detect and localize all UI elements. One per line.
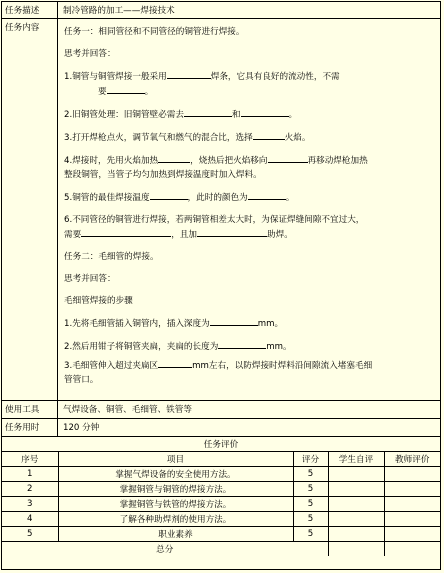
question-1-cont: 要 。 <box>64 84 434 99</box>
eval-header-no: 序号 <box>2 452 58 467</box>
teacher-eval-cell[interactable] <box>384 467 440 482</box>
desc-label: 任务描述 <box>2 2 58 18</box>
content-body <box>58 19 440 400</box>
question-2: 2.旧铜管处理：旧铜管壁必需去 和 。 <box>64 107 434 122</box>
steps-title: 毛细管焊接的步骤 <box>64 296 133 306</box>
tools-row <box>2 401 440 419</box>
content-row <box>2 19 440 401</box>
self-eval-cell[interactable] <box>328 497 384 512</box>
eval-title: 任务评价 <box>2 437 440 452</box>
step-1: 1.先将毛细管插入铜管内，插入深度为 mm。 <box>64 316 434 331</box>
time-value: 120 分钟 <box>63 423 100 433</box>
time-row <box>2 419 440 437</box>
question-6: 6.不同管径的铜管进行焊接，若两铜管相差太大时，为保证焊缝间隙不宜过大， <box>64 215 365 225</box>
task2: 任务二：毛细管的焊接。 <box>64 252 159 262</box>
eval-header-row <box>2 452 440 467</box>
total-label: 总分 <box>2 542 328 557</box>
total-row <box>2 542 440 557</box>
question-1: 1.铜管与铜管焊接一般采用 焊条，它具有良好的流动性，不需 <box>64 69 434 84</box>
teacher-eval-cell[interactable] <box>384 482 440 497</box>
question-5: 5.铜管的最佳焊接温度 ，此时的颜色为 。 <box>64 190 434 205</box>
content-label: 任务内容 <box>2 19 58 400</box>
teacher-eval-cell[interactable] <box>384 527 440 542</box>
question-6-cont: 需要 ，且加 助焊。 <box>64 227 434 242</box>
self-eval-cell[interactable] <box>328 482 384 497</box>
time-label: 任务用时 <box>2 419 58 436</box>
eval-header-item: 项目 <box>58 452 293 467</box>
question-3: 3.打开焊枪点火，调节氧气和燃气的混合比，选择 火焰。 <box>64 130 434 145</box>
question-4-cont: 整段铜管，当管子均匀加热到焊接温度时加入焊料。 <box>64 170 262 180</box>
self-eval-cell[interactable] <box>328 512 384 527</box>
task1: 任务一：相同管径和不同管径的铜管进行焊接。 <box>64 27 245 37</box>
table-row: 5 职业素养 5 <box>2 527 440 542</box>
evaluation-table <box>2 437 440 556</box>
total-self-cell[interactable] <box>328 542 384 557</box>
eval-header-self: 学生自评 <box>328 452 384 467</box>
step-3: 3.毛细管伸入超过夹扁区 mm左右，以防焊接时焊料沿间隙流入堵塞毛细 <box>64 358 434 373</box>
eval-header-teacher: 教师评价 <box>384 452 440 467</box>
tools-value: 气焊设备、铜管、毛细管、铁管等 <box>63 405 192 415</box>
table-row: 2 掌握铜管与铜管的焊接方法。 5 <box>2 482 440 497</box>
table-row: 3 掌握铜管与铁管的焊接方法。 5 <box>2 497 440 512</box>
self-eval-cell[interactable] <box>328 527 384 542</box>
table-row: 4 了解各种助焊剂的使用方法。 5 <box>2 512 440 527</box>
task-sheet <box>1 1 441 570</box>
eval-header-score: 评分 <box>293 452 328 467</box>
think1: 思考并回答： <box>64 49 116 59</box>
self-eval-cell[interactable] <box>328 467 384 482</box>
think2: 思考并回答： <box>64 274 116 284</box>
table-row: 1 掌握气焊设备的安全使用方法。 5 <box>2 467 440 482</box>
total-teacher-cell[interactable] <box>384 542 440 557</box>
teacher-eval-cell[interactable] <box>384 512 440 527</box>
desc-value: 制冷管路的加工——焊接技术 <box>63 6 175 16</box>
desc-row <box>2 2 440 19</box>
step-2: 2.然后用钳子将铜管夹扁，夹扁的长度为 mm。 <box>64 339 434 354</box>
step-3-cont: 管管口。 <box>64 375 99 385</box>
teacher-eval-cell[interactable] <box>384 497 440 512</box>
question-4: 4.焊接时，先用火焰加热 ，烧热后把火焰移向 再移动焊枪加热 <box>64 153 434 168</box>
tools-label: 使用工具 <box>2 401 58 418</box>
